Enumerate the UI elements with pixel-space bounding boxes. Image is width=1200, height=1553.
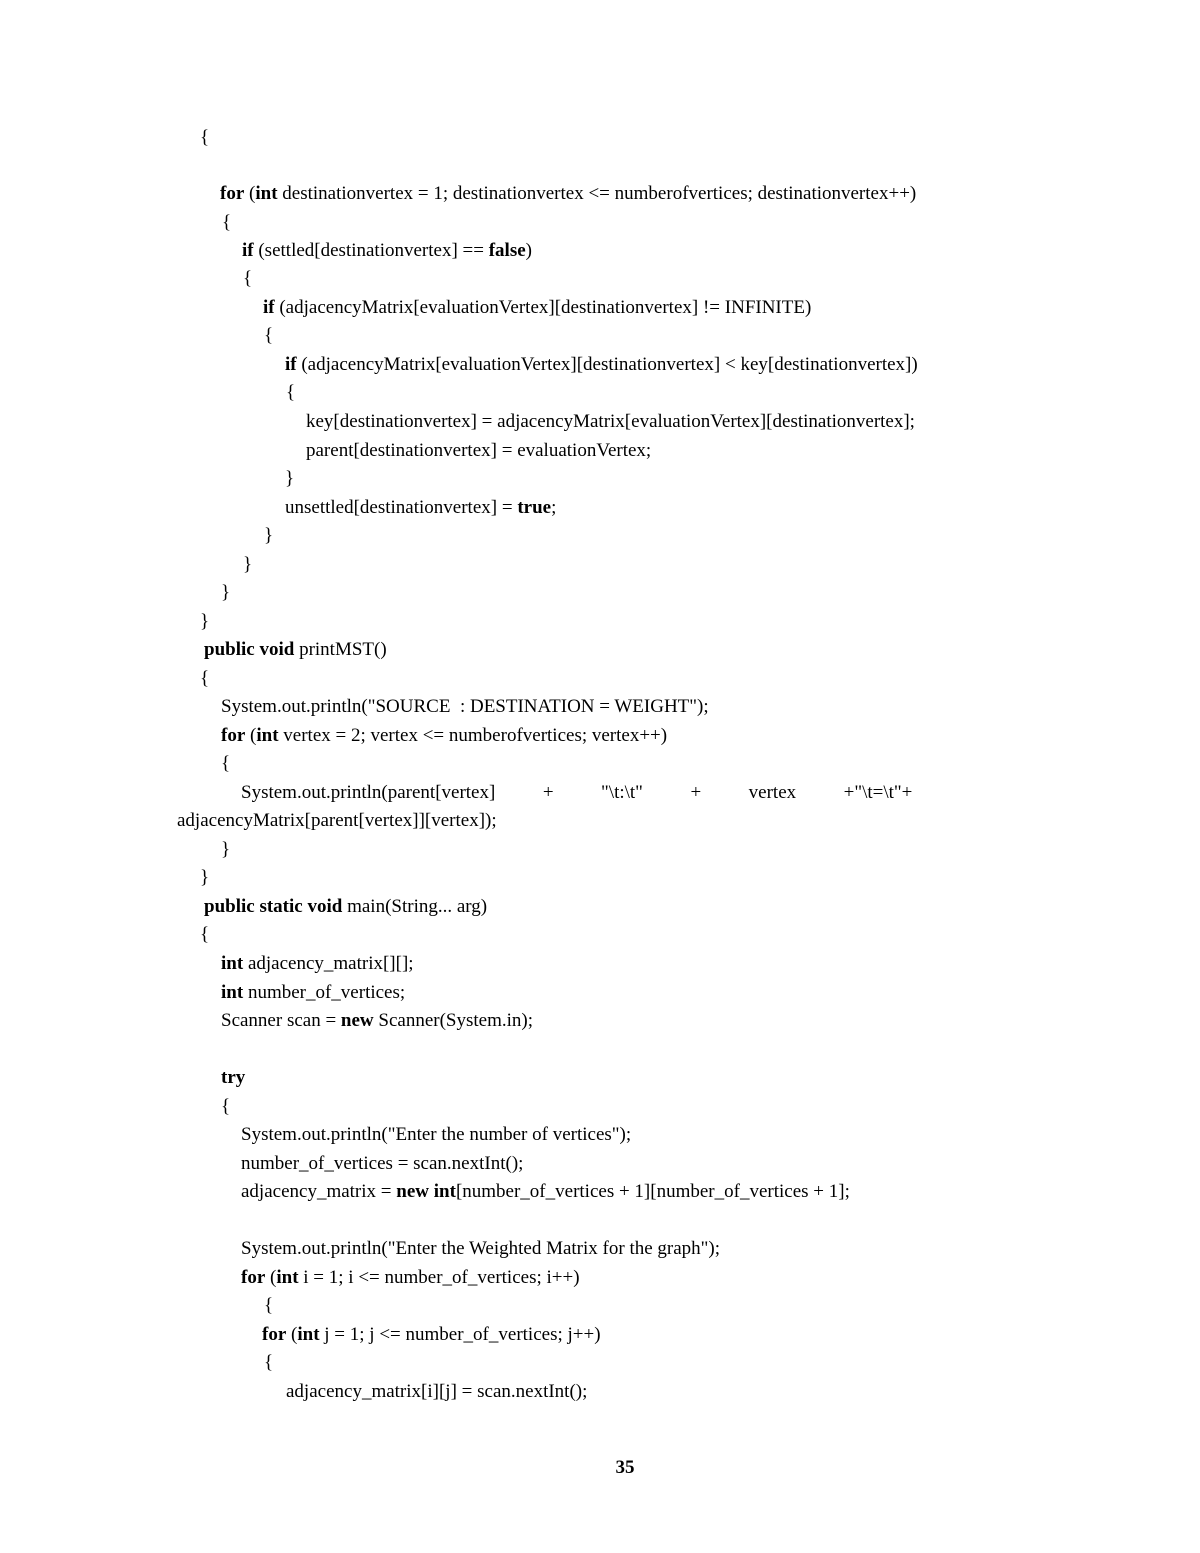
code-keyword: if	[285, 354, 297, 375]
code-text: }	[200, 611, 210, 632]
code-line	[286, 381, 295, 405]
code-text: )	[525, 240, 532, 261]
code-text: System.out.println(parent[vertex] + "\t:\t" + vertex +"\t=\t"+	[241, 782, 913, 803]
code-line	[221, 695, 709, 719]
code-keyword: for	[221, 725, 246, 746]
code-line	[263, 296, 811, 320]
code-text: {	[221, 753, 231, 774]
code-line	[221, 1066, 245, 1090]
code-keyword: false	[488, 240, 526, 261]
code-text: (	[265, 1267, 277, 1288]
code-keyword: int	[297, 1324, 320, 1345]
code-line	[285, 353, 918, 377]
code-line	[221, 838, 230, 862]
code-text: adjacencyMatrix[parent[vertex]][vertex]);	[177, 810, 497, 831]
code-text: (	[286, 1324, 298, 1345]
code-keyword: public	[204, 896, 255, 917]
code-line	[200, 610, 209, 634]
code-keyword: int	[221, 982, 244, 1003]
code-text: j = 1; j <= number_of_vertices; j++)	[319, 1324, 601, 1345]
code-line	[200, 126, 209, 150]
code-line	[241, 1152, 523, 1176]
code-line	[221, 724, 667, 748]
code-text: key[destinationvertex] = adjacencyMatrix[evaluationVertex][destinationvertex];	[306, 411, 915, 432]
code-keyword: if	[242, 240, 254, 261]
code-line	[241, 781, 912, 805]
code-text: {	[221, 1096, 231, 1117]
code-text: Scanner(System.in);	[373, 1010, 534, 1031]
code-line	[262, 1323, 601, 1347]
code-line	[285, 496, 556, 520]
code-line	[285, 467, 294, 491]
code-text: printMST()	[294, 639, 387, 660]
code-text: {	[286, 382, 296, 403]
code-line	[221, 1095, 230, 1119]
code-line	[241, 1180, 850, 1204]
code-text: {	[200, 127, 210, 148]
code-line	[264, 1351, 273, 1375]
code-keyword: public	[204, 639, 255, 660]
code-keyword: void	[259, 639, 295, 660]
code-line	[243, 267, 252, 291]
code-text: }	[264, 525, 274, 546]
code-line	[241, 1266, 580, 1290]
code-keyword: if	[263, 297, 275, 318]
code-text: adjacency_matrix[][];	[243, 953, 414, 974]
code-line	[286, 1380, 587, 1404]
code-line	[243, 553, 252, 577]
code-text: {	[264, 1295, 274, 1316]
code-text: unsettled[destinationvertex] =	[285, 497, 518, 518]
code-keyword: for	[241, 1267, 266, 1288]
code-line	[200, 923, 209, 947]
code-keyword: new	[340, 1010, 374, 1031]
code-keyword: int	[255, 183, 278, 204]
code-text: number_of_vertices = scan.nextInt();	[241, 1153, 524, 1174]
code-text: System.out.println("Enter the number of vertices");	[241, 1124, 632, 1145]
code-keyword: static	[259, 896, 303, 917]
code-text: Scanner scan =	[221, 1010, 341, 1031]
code-line	[177, 809, 497, 833]
code-text: System.out.println("Enter the Weighted Matrix for the graph");	[241, 1238, 721, 1259]
code-text: }	[243, 554, 253, 575]
code-keyword: int	[276, 1267, 299, 1288]
code-line	[221, 981, 405, 1005]
code-text: i = 1; i <= number_of_vertices; i++)	[298, 1267, 580, 1288]
code-line	[200, 866, 209, 890]
code-text: }	[285, 468, 295, 489]
code-keyword: int	[256, 725, 279, 746]
code-line	[242, 239, 532, 263]
code-text: destinationvertex = 1; destinationvertex <= numberofvertices; destinationvertex++)	[277, 183, 917, 204]
code-line	[221, 952, 414, 976]
code-line	[221, 1009, 533, 1033]
code-text: }	[221, 582, 231, 603]
code-keyword: try	[221, 1067, 246, 1088]
code-text: [number_of_vertices + 1][number_of_vertices + 1];	[455, 1181, 850, 1202]
code-text: {	[222, 212, 232, 233]
code-text: (settled[destinationvertex] ==	[253, 240, 489, 261]
code-line	[264, 324, 273, 348]
code-line	[221, 581, 230, 605]
code-line	[220, 182, 916, 206]
code-keyword: int	[221, 953, 244, 974]
code-text: parent[destinationvertex] = evaluationVertex;	[306, 440, 652, 461]
code-keyword: true	[517, 497, 552, 518]
code-text: number_of_vertices;	[243, 982, 406, 1003]
code-line	[204, 895, 487, 919]
code-line	[221, 752, 230, 776]
code-text: (	[245, 725, 257, 746]
code-keyword: for	[220, 183, 245, 204]
code-line	[222, 211, 231, 235]
code-keyword: for	[262, 1324, 287, 1345]
code-text: adjacency_matrix[i][j] = scan.nextInt();	[286, 1381, 588, 1402]
code-line	[306, 439, 651, 463]
page-number: 35	[615, 1457, 635, 1478]
code-line	[204, 638, 387, 662]
code-text: {	[200, 668, 210, 689]
code-text: (	[244, 183, 256, 204]
code-text: ;	[551, 497, 557, 518]
code-keyword: int	[433, 1181, 456, 1202]
code-text: }	[221, 839, 231, 860]
code-text: System.out.println("SOURCE : DESTINATION = WEIGHT");	[221, 696, 709, 717]
code-line	[306, 410, 915, 434]
code-line	[241, 1123, 631, 1147]
code-line	[241, 1237, 720, 1261]
code-text: {	[243, 268, 253, 289]
code-text: adjacency_matrix =	[241, 1181, 397, 1202]
code-text: }	[200, 867, 210, 888]
code-text: main(String... arg)	[342, 896, 488, 917]
code-text: (adjacencyMatrix[evaluationVertex][destinationvertex] != INFINITE)	[274, 297, 812, 318]
code-text: {	[200, 924, 210, 945]
code-keyword: new	[396, 1181, 429, 1202]
code-text: (adjacencyMatrix[evaluationVertex][destinationvertex] < key[destinationvertex])	[296, 354, 918, 375]
code-keyword: void	[307, 896, 343, 917]
code-text: {	[264, 1352, 274, 1373]
code-line	[264, 524, 273, 548]
code-text: vertex = 2; vertex <= numberofvertices; vertex++)	[278, 725, 668, 746]
code-line	[264, 1294, 273, 1318]
code-line	[200, 667, 209, 691]
code-text: {	[264, 325, 274, 346]
